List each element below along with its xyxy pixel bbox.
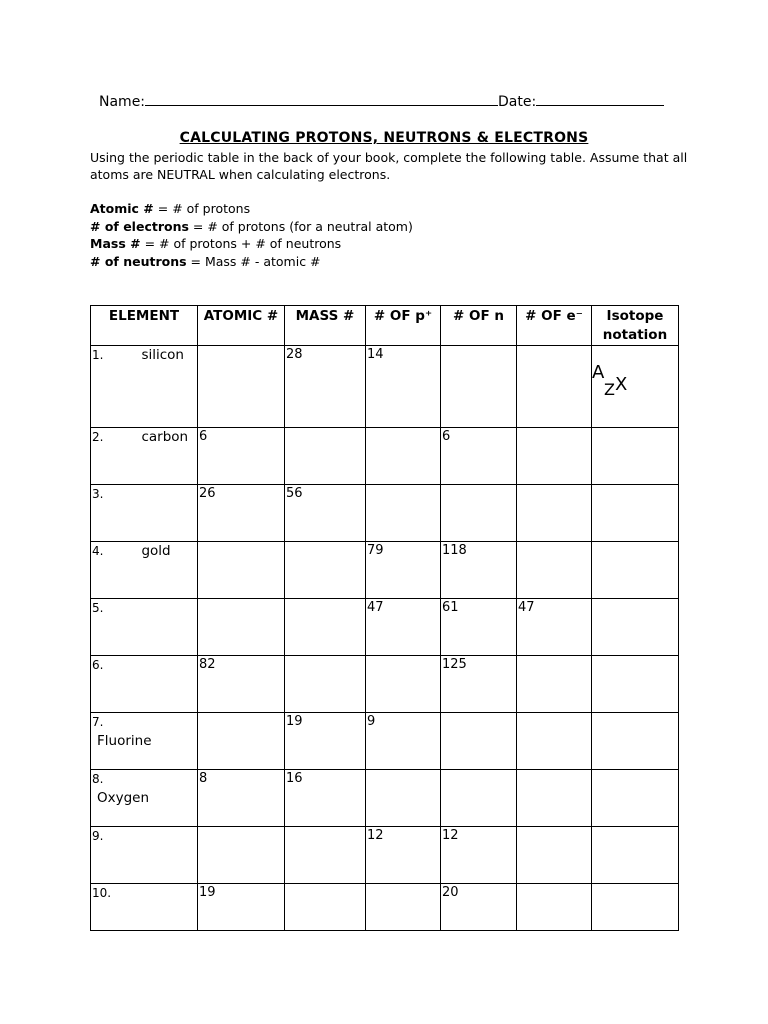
cell-atomic[interactable]: 26 — [198, 485, 285, 542]
isotope-atomic-symbol: Z — [604, 380, 615, 399]
cell-atomic[interactable] — [198, 542, 285, 599]
header-atomic: ATOMIC # — [198, 306, 285, 346]
cell-electrons[interactable] — [517, 542, 592, 599]
cell-protons[interactable]: 14 — [366, 346, 441, 428]
cell-isotope[interactable] — [592, 713, 679, 770]
cell-element[interactable] — [91, 884, 198, 931]
cell-neutrons[interactable]: 61 — [441, 599, 517, 656]
name-blank[interactable] — [145, 91, 498, 106]
row-number: 3. — [92, 487, 104, 501]
row-number: 1. — [92, 348, 104, 362]
cell-mass[interactable] — [285, 656, 366, 713]
row-number: 6. — [92, 658, 104, 672]
cell-mass[interactable]: 56 — [285, 485, 366, 542]
table-body — [91, 346, 679, 931]
header-line — [99, 91, 664, 110]
header-neutrons: # OF n — [441, 306, 517, 346]
row-number: 4. — [92, 544, 104, 558]
cell-atomic[interactable]: 82 — [198, 656, 285, 713]
cell-isotope[interactable] — [592, 542, 679, 599]
cell-electrons[interactable] — [517, 827, 592, 884]
cell-isotope[interactable] — [592, 884, 679, 931]
row-number: 2. — [92, 430, 104, 444]
cell-neutrons[interactable] — [441, 346, 517, 428]
table-row — [91, 428, 679, 485]
table-row — [91, 713, 679, 770]
isotope-notation-example — [593, 347, 678, 427]
definitions — [90, 200, 413, 270]
header-protons: # OF p⁺ — [366, 306, 441, 346]
header-element: ELEMENT — [91, 306, 198, 346]
cell-protons[interactable] — [366, 770, 441, 827]
cell-isotope[interactable] — [592, 599, 679, 656]
element-name: Fluorine — [97, 733, 152, 749]
element-name: Oxygen — [97, 790, 150, 806]
cell-isotope[interactable] — [592, 656, 679, 713]
cell-neutrons[interactable] — [441, 770, 517, 827]
cell-protons[interactable] — [366, 884, 441, 931]
cell-atomic[interactable] — [198, 827, 285, 884]
cell-electrons[interactable]: 47 — [517, 599, 592, 656]
cell-protons[interactable]: 12 — [366, 827, 441, 884]
cell-element[interactable] — [91, 485, 198, 542]
table-header-row — [91, 306, 679, 346]
cell-protons[interactable] — [366, 656, 441, 713]
table-row — [91, 770, 679, 827]
table-row — [91, 542, 679, 599]
cell-atomic[interactable]: 8 — [198, 770, 285, 827]
definition-atomic: Atomic # = # of protons — [90, 201, 251, 216]
date-blank[interactable] — [536, 91, 664, 106]
header-isotope: Isotope notation — [592, 306, 679, 346]
cell-neutrons[interactable]: 20 — [441, 884, 517, 931]
cell-electrons[interactable] — [517, 346, 592, 428]
element-name: gold — [141, 543, 171, 559]
cell-neutrons[interactable]: 12 — [441, 827, 517, 884]
row-number: 10. — [92, 886, 112, 900]
table-row — [91, 485, 679, 542]
cell-electrons[interactable] — [517, 656, 592, 713]
name-label: Name: — [99, 94, 146, 110]
row-number: 9. — [92, 829, 104, 843]
cell-protons[interactable]: 9 — [366, 713, 441, 770]
element-name: carbon — [141, 429, 189, 445]
cell-element[interactable] — [91, 542, 198, 599]
cell-element[interactable] — [91, 656, 198, 713]
cell-atomic[interactable]: 19 — [198, 884, 285, 931]
cell-atomic[interactable] — [198, 346, 285, 428]
definition-neutrons: # of neutrons = Mass # - atomic # — [90, 253, 321, 269]
table-row — [91, 884, 679, 931]
cell-mass[interactable] — [285, 884, 366, 931]
table-row — [91, 656, 679, 713]
element-name: silicon — [141, 347, 184, 363]
cell-protons[interactable] — [366, 428, 441, 485]
cell-mass[interactable] — [285, 542, 366, 599]
cell-mass[interactable] — [285, 428, 366, 485]
definition-mass: Mass # = # of protons + # of neutrons — [90, 236, 342, 251]
cell-mass[interactable]: 28 — [285, 346, 366, 428]
cell-atomic[interactable]: 6 — [198, 428, 285, 485]
cell-mass[interactable]: 19 — [285, 713, 366, 770]
cell-electrons[interactable] — [517, 485, 592, 542]
cell-isotope[interactable] — [592, 428, 679, 485]
cell-isotope[interactable] — [592, 770, 679, 827]
table-row — [91, 346, 679, 428]
cell-mass[interactable] — [285, 599, 366, 656]
cell-element[interactable] — [91, 827, 198, 884]
row-number: 5. — [92, 601, 104, 615]
cell-element[interactable] — [91, 599, 198, 656]
table-row — [91, 827, 679, 884]
cell-neutrons[interactable] — [441, 713, 517, 770]
date-label: Date: — [498, 94, 537, 110]
row-number: 8. — [92, 772, 104, 786]
worksheet-table — [90, 305, 679, 931]
cell-electrons[interactable] — [517, 713, 592, 770]
cell-isotope[interactable] — [592, 485, 679, 542]
cell-element[interactable] — [91, 428, 198, 485]
cell-neutrons[interactable] — [441, 485, 517, 542]
table-row — [91, 599, 679, 656]
isotope-element-symbol: X — [615, 374, 628, 395]
cell-electrons[interactable] — [517, 770, 592, 827]
cell-element[interactable] — [91, 770, 198, 827]
header-mass: MASS # — [285, 306, 366, 346]
worksheet-title: CALCULATING PROTONS, NEUTRONS & ELECTRONS — [179, 130, 589, 146]
cell-neutrons[interactable]: 6 — [441, 428, 517, 485]
definition-electrons: # of electrons = # of protons (for a neutral atom) — [90, 218, 413, 234]
header-electrons: # OF e⁻ — [517, 306, 592, 346]
cell-mass[interactable] — [285, 827, 366, 884]
cell-atomic[interactable] — [198, 713, 285, 770]
cell-isotope[interactable] — [592, 827, 679, 884]
cell-atomic[interactable] — [198, 599, 285, 656]
cell-element[interactable] — [91, 713, 198, 770]
cell-isotope[interactable] — [592, 346, 679, 428]
row-number: 7. — [92, 715, 104, 729]
cell-element[interactable] — [91, 346, 198, 428]
isotope-mass-symbol: A — [592, 362, 605, 383]
cell-protons[interactable]: 47 — [366, 599, 441, 656]
cell-electrons[interactable] — [517, 884, 592, 931]
cell-protons[interactable] — [366, 485, 441, 542]
cell-electrons[interactable] — [517, 428, 592, 485]
cell-neutrons[interactable]: 125 — [441, 656, 517, 713]
cell-neutrons[interactable]: 118 — [441, 542, 517, 599]
cell-protons[interactable]: 79 — [366, 542, 441, 599]
instructions: Using the periodic table in the back of your book, complete the following table. Assume that all atoms are NEUTRAL when calculating electrons. — [90, 150, 688, 182]
cell-mass[interactable]: 16 — [285, 770, 366, 827]
